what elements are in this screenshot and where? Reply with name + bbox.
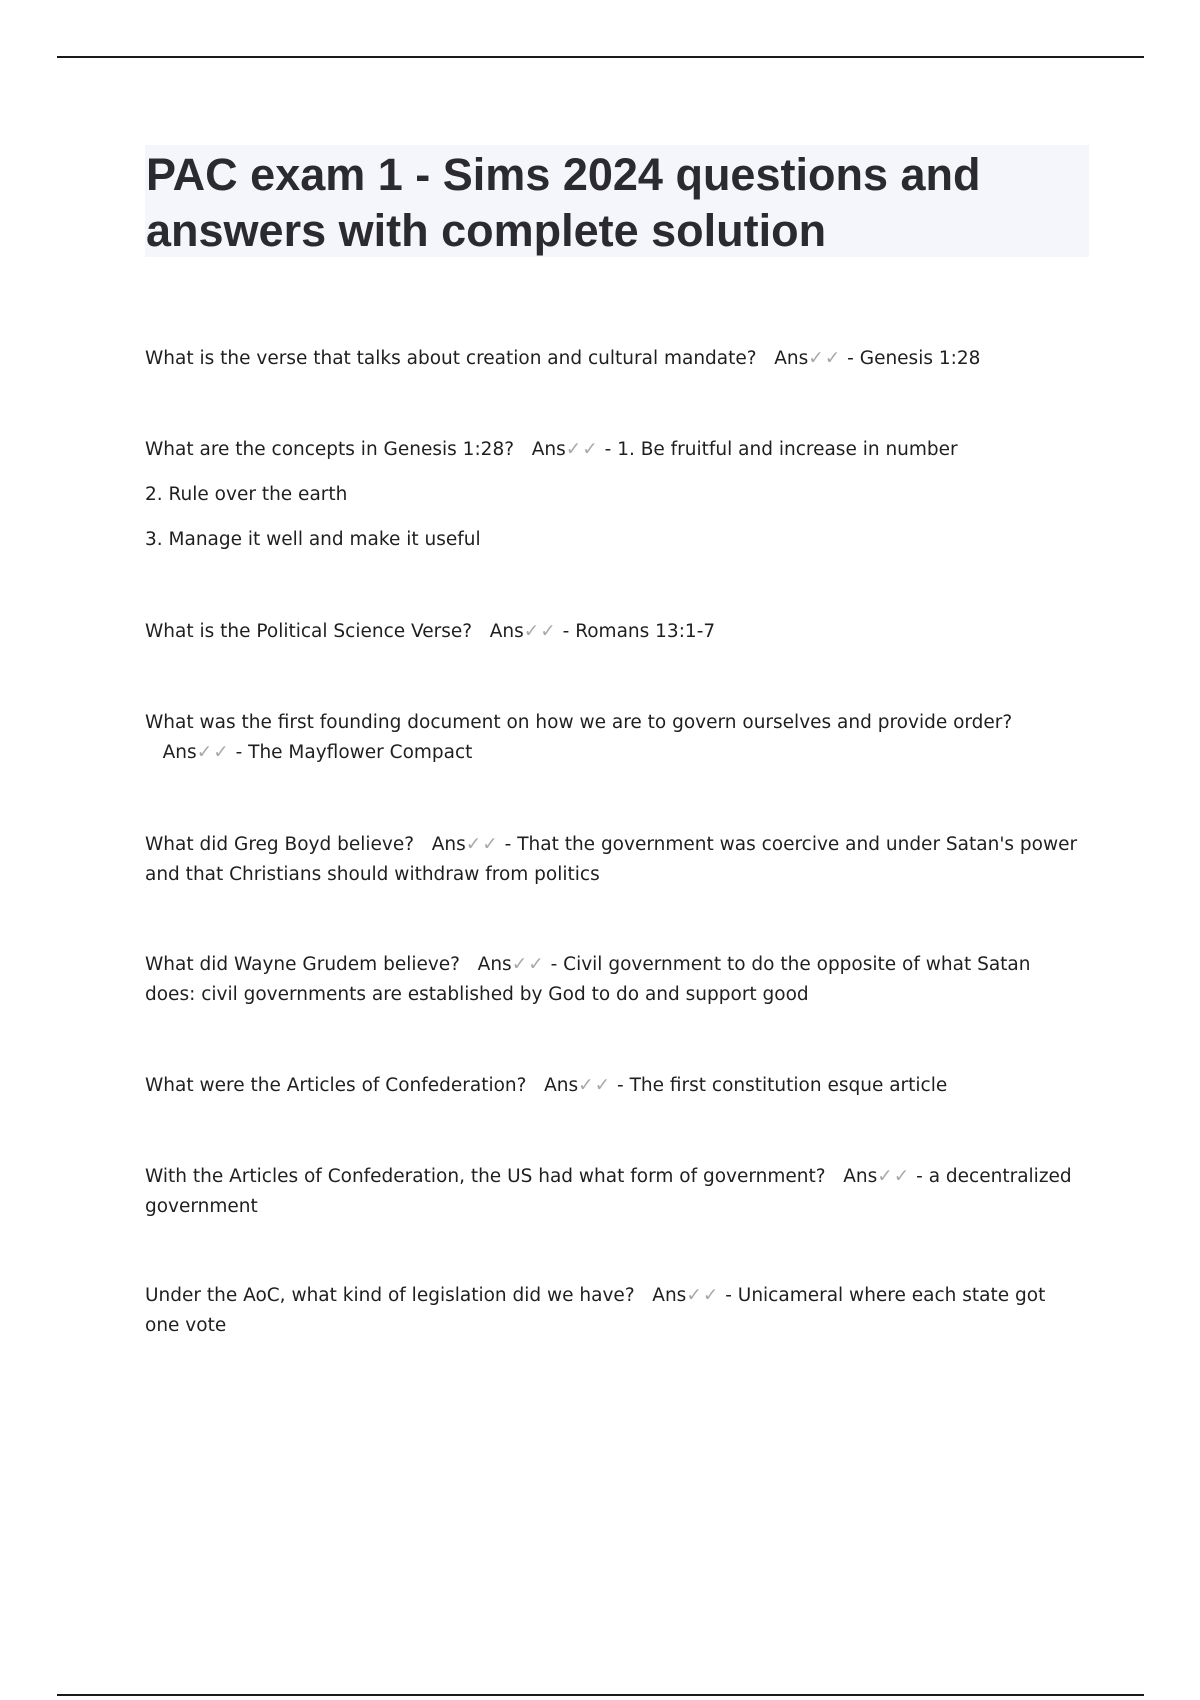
- answer-continuation: 3. Manage it well and make it useful: [145, 529, 481, 550]
- footer-rule: [57, 1694, 1144, 1696]
- answer-text: Genesis 1:28: [859, 348, 981, 369]
- check-icon: ✓✓: [808, 348, 842, 369]
- question-text: Under the AoC, what kind of legislation did we have?: [145, 1285, 635, 1306]
- ans-label: Ans: [489, 621, 524, 642]
- ans-label: Ans: [431, 834, 466, 855]
- qa-item-2: [145, 435, 1080, 555]
- header-rule: [57, 56, 1144, 58]
- qa-item-8: [145, 1162, 1080, 1222]
- qa-item-6: [145, 950, 1080, 1010]
- qa-line: What did Wayne Grudem believe? Ans✓✓ - Civil government to do the opposite of what Satan does: civil governments are established by God to do and support good: [145, 954, 1031, 1005]
- ans-label: Ans: [477, 954, 512, 975]
- question-text: What did Wayne Grudem believe?: [145, 954, 461, 975]
- qa-line: With the Articles of Confederation, the US had what form of government? Ans✓✓ - a decentralized government: [145, 1166, 1072, 1217]
- qa-item-5: [145, 830, 1080, 890]
- check-icon: ✓✓: [565, 439, 599, 460]
- qa-item-3: [145, 617, 1080, 647]
- check-icon: ✓✓: [877, 1166, 911, 1187]
- qa-line: What are the concepts in Genesis 1:28? Ans✓✓ - 1. Be fruitful and increase in number: [145, 439, 958, 460]
- ans-label: Ans: [544, 1075, 579, 1096]
- answer-text: Civil government to do the opposite of what Satan does: civil governments are established by God to do and support good: [145, 954, 1031, 1005]
- ans-label: Ans: [162, 742, 197, 763]
- check-icon: ✓✓: [465, 834, 499, 855]
- answer-text: Romans 13:1-7: [575, 621, 716, 642]
- answer-text: a decentralized government: [145, 1166, 1072, 1217]
- answer-text: 1. Be fruitful and increase in number: [617, 439, 958, 460]
- question-text: What did Greg Boyd believe?: [145, 834, 415, 855]
- qa-line: What is the Political Science Verse? Ans✓✓ - Romans 13:1-7: [145, 621, 716, 642]
- check-icon: ✓✓: [686, 1285, 720, 1306]
- ans-label: Ans: [652, 1285, 687, 1306]
- question-text: What are the concepts in Genesis 1:28?: [145, 439, 515, 460]
- document-title: PAC exam 1 - Sims 2024 questions and answers with complete solution: [146, 149, 981, 256]
- answer-continuation: 2. Rule over the earth: [145, 484, 348, 505]
- question-text: With the Articles of Confederation, the US had what form of government?: [145, 1166, 826, 1187]
- qa-line: What was the first founding document on how we are to govern ourselves and provide order? Ans✓✓ - The Mayflower Compact: [145, 712, 1013, 763]
- check-icon: ✓✓: [196, 742, 230, 763]
- ans-label: Ans: [531, 439, 566, 460]
- question-text: What is the Political Science Verse?: [145, 621, 473, 642]
- question-text: What were the Articles of Confederation?: [145, 1075, 527, 1096]
- ans-label: Ans: [843, 1166, 878, 1187]
- answer-text: The first constitution esque article: [629, 1075, 948, 1096]
- check-icon: ✓✓: [511, 954, 545, 975]
- qa-line: Under the AoC, what kind of legislation did we have? Ans✓✓ - Unicameral where each state got one vote: [145, 1285, 1046, 1336]
- check-icon: ✓✓: [523, 621, 557, 642]
- question-text: What was the first founding document on how we are to govern ourselves and provide order?: [145, 712, 1013, 733]
- qa-line: What were the Articles of Confederation? Ans✓✓ - The first constitution esque article: [145, 1075, 948, 1096]
- qa-item-9: [145, 1281, 1080, 1341]
- answer-text: Unicameral where each state got one vote: [145, 1285, 1046, 1336]
- qa-item-4: [145, 708, 1080, 768]
- answer-text: That the government was coercive and under Satan's power and that Christians should withdraw from politics: [145, 834, 1078, 885]
- qa-line: What did Greg Boyd believe? Ans✓✓ - That the government was coercive and under Satan's power and that Christians should withdraw from politics: [145, 834, 1078, 885]
- qa-line: What is the verse that talks about creation and cultural mandate? Ans✓✓ - Genesis 1:28: [145, 348, 981, 369]
- ans-label: Ans: [774, 348, 809, 369]
- question-text: What is the verse that talks about creation and cultural mandate?: [145, 348, 757, 369]
- qa-item-7: [145, 1071, 1080, 1101]
- check-icon: ✓✓: [578, 1075, 612, 1096]
- answer-text: The Mayflower Compact: [248, 742, 473, 763]
- qa-item-1: [145, 344, 1080, 374]
